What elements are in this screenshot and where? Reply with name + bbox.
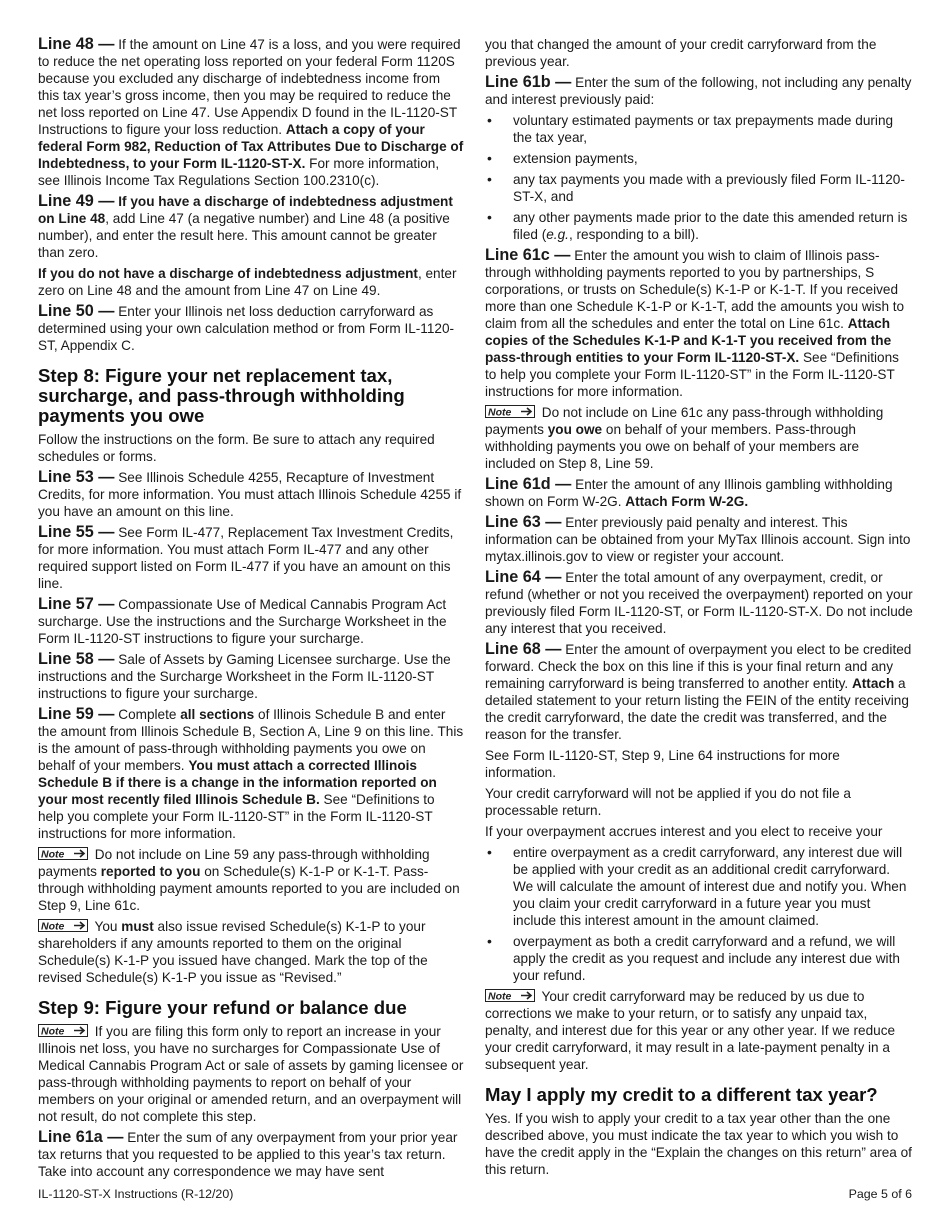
line-55-paragraph (38, 524, 464, 592)
line-text: , add Line 47 (a negative number) and Line 48 (a positive number), and enter the result here. This amount cannot be greater than zero. (38, 211, 450, 260)
step-9-heading: Step 9: Figure your refund or balance due (38, 997, 407, 1018)
line-text: Complete (114, 707, 181, 722)
note-text: on behalf of your members. Pass-through withholding payments you owe on behalf of your members are included on Step 8, Line 59. (485, 422, 860, 471)
line-label: Line 53 — (38, 468, 115, 486)
note-icon-label: Note (41, 848, 65, 860)
note-bold-text: you owe (547, 422, 603, 437)
see-instructions-paragraph: See Form IL-1120-ST, Step 9, Line 64 instructions for more information. (485, 748, 840, 780)
line-text: Enter the amount you wish to claim of Illinois pass-through withholding payments reported to you by partnerships, S corporations, or trusts on Schedule(s) K-1-P or K-1-T. If you received more than one Schedule K-1-P or K-1-T, add the amounts you wish to claim from all the schedules and enter the total on Line 61c. (485, 248, 905, 331)
line-text: If the amount on Line 47 is a loss, and you were required to reduce the net operating loss reported on your federal Form 1120S because you excluded any discharge of indebtedness income from this tax year’s gross income, then you may be required to reduce the net loss reported on Line 47. Use Appendix D found in the IL-1120-ST Instructions to figure your loss reduction. (38, 37, 461, 137)
note-text: Do not include on Line 61c any pass-through withholding payments (485, 405, 884, 437)
interest-bullet-list (485, 844, 913, 984)
line-label: Line 61c — (485, 246, 571, 264)
line-label: Line 50 — (38, 302, 115, 320)
line-bold-text: You must attach a corrected Illinois Schedule B if there is a change in the information reported on your most recently filed Illinois Schedule B. (38, 758, 437, 807)
step-8-heading: Step 8: Figure your net replacement tax, surcharge, and pass-through withholding payments you owe (38, 365, 405, 426)
line-61b-paragraph (485, 74, 913, 108)
line-text: Enter the amount of any Illinois gambling withholding shown on Form W-2G. (485, 477, 893, 509)
line-57-paragraph (38, 596, 464, 647)
left-column (38, 36, 464, 1184)
line-label: Line 57 — (38, 595, 115, 613)
note-bold-text: reported to you (100, 864, 201, 879)
line-64-paragraph (485, 569, 913, 637)
footer-form-id: IL-1120-ST-X Instructions (R-12/20) (38, 1187, 234, 1201)
line-label: Line 61d — (485, 475, 572, 493)
note-bold-text: must (121, 919, 154, 934)
note-icon-label: Note (488, 406, 512, 418)
interest-paragraph: If your overpayment accrues interest and you elect to receive your (485, 824, 883, 839)
note-paragraph (485, 988, 913, 1073)
line-bold-text: Attach Form W-2G. (625, 494, 749, 509)
line-label: Line 64 — (485, 568, 562, 586)
list-item-text: , responding to a bill). (568, 227, 699, 242)
line-text: Enter your Illinois net loss deduction carryforward as determined using your own calculation method or from Form IL-1120-ST, Appendix C. (38, 304, 455, 353)
line-bold-text: Attach (851, 676, 895, 691)
line-text: Enter the sum of any overpayment from your prior year tax returns that you requested to be applied to this year’s tax return. Take into account any correspondence we may have sent (38, 1130, 458, 1179)
note-icon-label: Note (488, 990, 512, 1002)
list-item: • extension payments, (485, 150, 913, 167)
line-label: Line 68 — (485, 640, 562, 658)
list-item: • any tax payments you made with a previously filed Form IL-1120-ST-X, and (485, 171, 913, 205)
line-text: , enter zero on Line 48 and the amount from Line 47 on Line 49. (38, 266, 457, 298)
note-text: also issue revised Schedule(s) K-1-P to your shareholders if any amounts reported to them on the original Schedule(s) K-1-P you issued have changed. Mark the top of the revised Schedule(s) K-1-P you issue as “Revised.” (38, 919, 428, 985)
right-column (485, 36, 913, 1182)
line-label: Line 61a — (38, 1128, 124, 1146)
note-icon-label: Note (41, 920, 65, 932)
step-8-intro: Follow the instructions on the form. Be sure to attach any required schedules or forms. (38, 432, 435, 464)
line-label: Line 61b — (485, 73, 572, 91)
line-61b-bullet-list (485, 112, 913, 243)
note-icon-label: Note (41, 1025, 65, 1037)
note-text: on Schedule(s) K-1-P or K-1-T. Pass-through withholding payment amounts reported to you are included on Step 9, Line 61c. (38, 864, 460, 913)
line-text: Enter previously paid penalty and interest. This information can be obtained from your MyTax Illinois account. Sign into mytax.illinois.gov to view or register your account. (485, 515, 911, 564)
line-53-paragraph (38, 469, 464, 520)
line-58-paragraph (38, 651, 464, 702)
line-59-paragraph (38, 706, 464, 842)
line-49-no-discharge-paragraph (38, 265, 464, 299)
line-text: Enter the total amount of any overpayment, credit, or refund (whether or not you received the overpayment) reported on your previously filed Form IL-1120-ST, or Form IL-1120-ST-X. Do not include any interest that you received. (485, 570, 913, 636)
line-61d-paragraph (485, 476, 913, 510)
line-text: See Illinois Schedule 4255, Recapture of Investment Credits, for more information. You must attach Illinois Schedule 4255 if you have an amount on this line. (38, 470, 462, 519)
continued-paragraph: you that changed the amount of your credit carryforward from the previous year. (485, 37, 877, 69)
note-paragraph (485, 404, 913, 472)
not-applied-paragraph: Your credit carryforward will not be applied if you do not file a processable return. (485, 786, 851, 818)
list-item-italic: e.g. (546, 227, 569, 242)
line-61c-paragraph (485, 247, 913, 400)
line-label: Line 63 — (485, 513, 562, 531)
line-label: Line 55 — (38, 523, 115, 541)
note-arrow-icon (38, 1024, 88, 1037)
list-item: • voluntary estimated payments or tax prepayments made during the tax year, (485, 112, 913, 146)
line-bold-text: Attach copies of the Schedules K-1-P and K-1-T you received from the pass-through entities to your Form IL-1120-ST-X. (485, 316, 892, 365)
line-text: Enter the sum of the following, not including any penalty and interest previously paid: (485, 75, 912, 107)
line-bold-text: If you have a discharge of indebtedness adjustment on Line 48 (38, 194, 453, 226)
note-paragraph (38, 1023, 464, 1125)
note-text: Do not include on Line 59 any pass-through withholding payments (38, 847, 430, 879)
list-item-text: any other payments made prior to the date this amended return is filed ( (513, 210, 908, 242)
line-text: a detailed statement to your return listing the FEIN of the entity receiving the credit carryforward, the date the credit was transferred, and the reason for the transfer. (485, 676, 909, 742)
line-bold-text: all sections (180, 707, 255, 722)
line-text: See “Definitions to help you complete your Form IL-1120-ST” in the Form IL-1120-ST instructions for more information. (485, 350, 899, 399)
note-paragraph (38, 918, 464, 986)
line-text: See Form IL-477, Replacement Tax Investment Credits, for more information. You must attach Form IL-477 and any other required support listed on Form IL-477 if you have an amount on this line. (38, 525, 454, 591)
line-text: of Illinois Schedule B and enter the amount from Illinois Schedule B, Section A, Line 9 on this line. This is the amount of pass-through withholding payments you owe on behalf of your members. (38, 707, 464, 773)
note-arrow-icon (38, 919, 88, 932)
line-68-paragraph (485, 641, 913, 743)
note-text: Your credit carryforward may be reduced by us due to corrections we make to your return, or to satisfy any unpaid tax, penalty, and interest due for this year or any other year. If we reduce your credit carryforward, it may result in a late-payment penalty in a subsequent year. (485, 989, 896, 1072)
line-63-paragraph (485, 514, 913, 565)
line-text: See “Definitions to help you complete your Form IL-1120-ST” in the Form IL-1120-ST instructions for more information. (38, 792, 435, 841)
line-61a-paragraph (38, 1129, 464, 1180)
different-tax-year-heading: May I apply my credit to a different tax year? (485, 1084, 878, 1105)
different-tax-year-answer: Yes. If you wish to apply your credit to a tax year other than the one described above, you must indicate the tax year to which you wish to have the credit apply in the “Explain the changes on this return” area of this return. (485, 1111, 912, 1177)
line-text: Compassionate Use of Medical Cannabis Program Act surcharge. Use the instructions and the Surcharge Worksheet in the Form IL-1120-ST instructions to figure your surcharge. (38, 597, 447, 646)
note-text: If you are filing this form only to report an increase in your Illinois net loss, you have no surcharges for Compassionate Use of Medical Cannabis Program Act or sale of assets by gaming licensee or pass-through withholding payments to report on behalf of your members on your original or amended return, and an overpayment will not result, do not complete this step. (38, 1024, 464, 1124)
line-48-paragraph (38, 36, 464, 189)
line-text: Enter the amount of overpayment you elect to be credited forward. Check the box on this line if this is your final return and any remaining carryforward is being transferred to another entity. (485, 642, 912, 691)
note-text: You (91, 919, 122, 934)
note-arrow-icon (485, 989, 535, 1002)
list-item: • overpayment as both a credit carryforward and a refund, we will apply the credit as you request and include any interest due with your refund. (485, 933, 913, 984)
note-paragraph (38, 846, 464, 914)
line-text: Sale of Assets by Gaming Licensee surcharge. Use the instructions and the Surcharge Worksheet in the Form IL-1120-ST instructions to figure your surcharge. (38, 652, 451, 701)
note-arrow-icon (38, 847, 88, 860)
line-label: Line 48 — (38, 35, 115, 53)
note-arrow-icon (485, 405, 535, 418)
line-49-paragraph (38, 193, 464, 261)
line-text: For more information, see Illinois Income Tax Regulations Section 100.2310(c). (38, 156, 440, 188)
footer-page-number: Page 5 of 6 (848, 1187, 912, 1201)
line-label: Line 59 — (38, 705, 115, 723)
list-item: • entire overpayment as a credit carryforward, any interest due will be applied with your credit as an additional credit carryforward. We will calculate the amount of interest due and notify you. When you claim your credit carryforward in a future year you must include this interest amount in the amount claimed. (485, 844, 913, 929)
line-50-paragraph (38, 303, 464, 354)
list-item (485, 209, 913, 243)
line-bold-text: If you do not have a discharge of indebtedness adjustment (38, 266, 418, 281)
line-label: Line 58 — (38, 650, 115, 668)
line-label: Line 49 — (38, 192, 115, 210)
line-bold-text: Attach a copy of your federal Form 982, Reduction of Tax Attributes Due to Discharge of Indebtedness, to your Form IL-1120-ST-X. (38, 122, 464, 171)
